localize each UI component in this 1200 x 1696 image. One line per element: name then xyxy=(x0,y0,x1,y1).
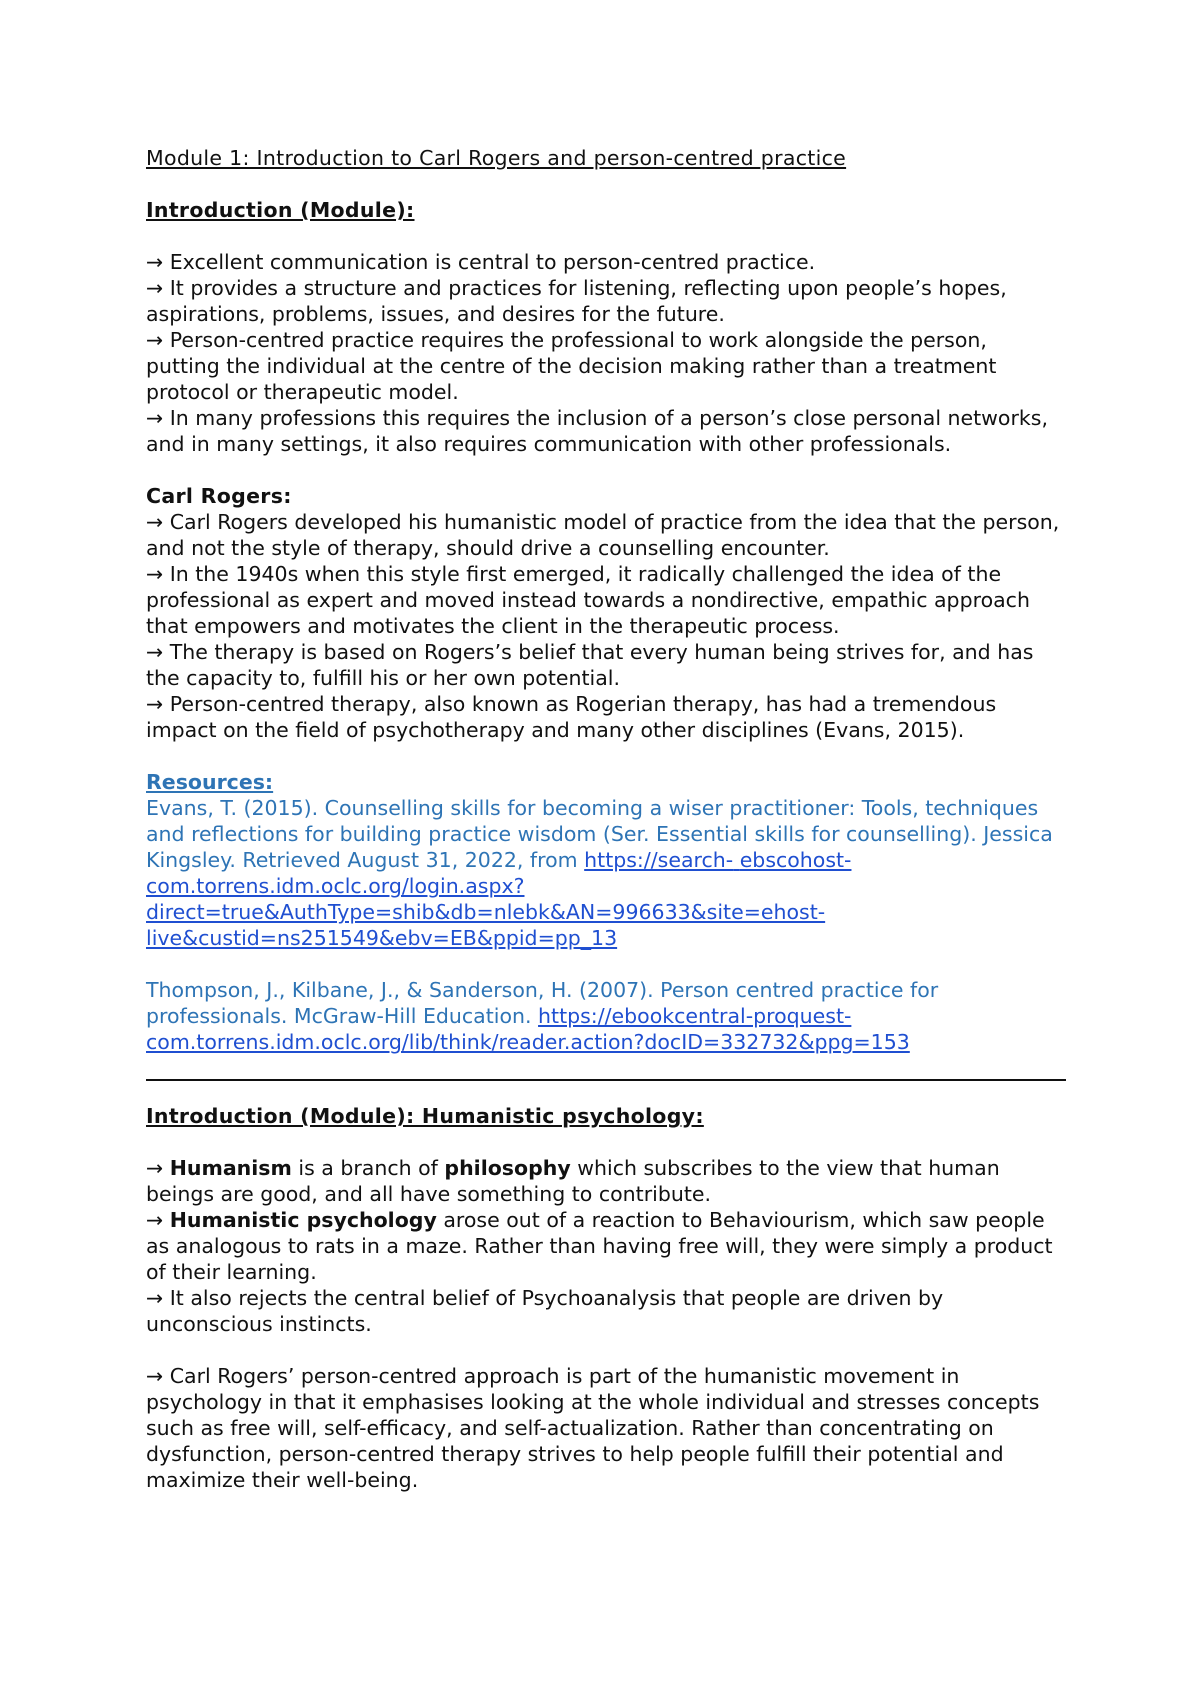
section-heading-carl-rogers: Carl Rogers: xyxy=(146,484,292,508)
bullet-item: → Carl Rogers’ person-centred approach is part of the humanistic movement in psychology in that it emphasises looking at the whole individual and stresses concepts such as free will, self-efficacy, and self-actualization. Rather than concentrating on dysfunction, person-centred therapy strives to help people fulfill their potential and maximize their well-being. xyxy=(146,1364,1040,1492)
bullet-item: → Humanistic psychology arose out of a reaction to Behaviourism, which saw people as analogous to rats in a maze. Rather than having free will, they were simply a product of their learning. xyxy=(146,1208,1053,1284)
arrow-icon: → xyxy=(146,250,164,274)
arrow-icon: → xyxy=(146,1286,164,1310)
arrow-icon: → xyxy=(146,276,164,300)
bullet-item: → In many professions this requires the inclusion of a person’s close personal networks, and in many settings, it also requires communication with other professionals. xyxy=(146,406,1048,456)
document-body xyxy=(146,145,1066,1493)
arrow-icon: → xyxy=(146,510,164,534)
module-title: Module 1: Introduction to Carl Rogers and person-centred practice xyxy=(146,146,847,170)
bullet-item: → Person-centred practice requires the professional to work alongside the person, putting the individual at the centre of the decision making rather than a treatment protocol or therapeutic model. xyxy=(146,328,997,404)
arrow-icon: → xyxy=(146,1208,164,1232)
horizontal-divider xyxy=(146,1079,1066,1081)
bullet-item: → Carl Rogers developed his humanistic model of practice from the idea that the person, and not the style of therapy, should drive a counselling encounter. xyxy=(146,510,1060,560)
bullet-item: → Humanism is a branch of philosophy which subscribes to the view that human beings are good, and all have something to contribute. xyxy=(146,1156,1000,1206)
bullet-item: → It also rejects the central belief of Psychoanalysis that people are driven by unconscious instincts. xyxy=(146,1286,944,1336)
reference-link-evans[interactable]: https://search- ebscohost-com.torrens.idm.oclc.org/login.aspx? direct=true&AuthType=shib&db=nlebk&AN=996633&site=ehost- live&custid=ns251549&ebv=EB&ppid=pp_13 xyxy=(146,848,852,950)
bullet-item: → Person-centred therapy, also known as Rogerian therapy, has had a tremendous impact on the field of psychotherapy and many other disciplines (Evans, 2015). xyxy=(146,692,997,742)
resources-heading: Resources: xyxy=(146,770,274,794)
bullet-item: → In the 1940s when this style first emerged, it radically challenged the idea of the professional as expert and moved instead towards a nondirective, empathic approach that empowers and motivates the client in the therapeutic process. xyxy=(146,562,1030,638)
reference-thompson: Thompson, J., Kilbane, J., & Sanderson, H. (2007). Person centred practice for professionals. McGraw-Hill Education. https://ebookcentral-proquest- com.torrens.idm.oclc.org/lib/think/reader.action?docID=332732&ppg=153 xyxy=(146,978,939,1054)
arrow-icon: → xyxy=(146,1156,164,1180)
arrow-icon: → xyxy=(146,328,164,352)
section-heading-introduction: Introduction (Module): xyxy=(146,198,415,222)
arrow-icon: → xyxy=(146,406,164,430)
arrow-icon: → xyxy=(146,562,164,586)
bullet-item: → Excellent communication is central to person-centred practice. xyxy=(146,250,816,274)
arrow-icon: → xyxy=(146,692,164,716)
reference-evans: Evans, T. (2015). Counselling skills for becoming a wiser practitioner: Tools, techniques and reflections for building practice wisdom (Ser. Essential skills for counselling). Jessica Kingsley. Retrieved August 31, 2022, from https://search- ebscohost-com.torrens.idm.oclc.org/login.aspx? direct=true&AuthType=shib&db=nlebk&AN=996633&site=ehost- live&custid=ns251549&ebv=EB&ppid=pp_13 xyxy=(146,796,1053,950)
arrow-icon: → xyxy=(146,640,164,664)
section-heading-humanistic-psychology: Introduction (Module): Humanistic psychology: xyxy=(146,1104,704,1128)
bullet-item: → The therapy is based on Rogers’s belief that every human being strives for, and has the capacity to, fulfill his or her own potential. xyxy=(146,640,1034,690)
reference-link-thompson[interactable]: https://ebookcentral-proquest- com.torrens.idm.oclc.org/lib/think/reader.action?docID=332732&ppg=153 xyxy=(146,1004,910,1054)
bullet-item: → It provides a structure and practices for listening, reflecting upon people’s hopes, aspirations, problems, issues, and desires for the future. xyxy=(146,276,1007,326)
arrow-icon: → xyxy=(146,1364,164,1388)
